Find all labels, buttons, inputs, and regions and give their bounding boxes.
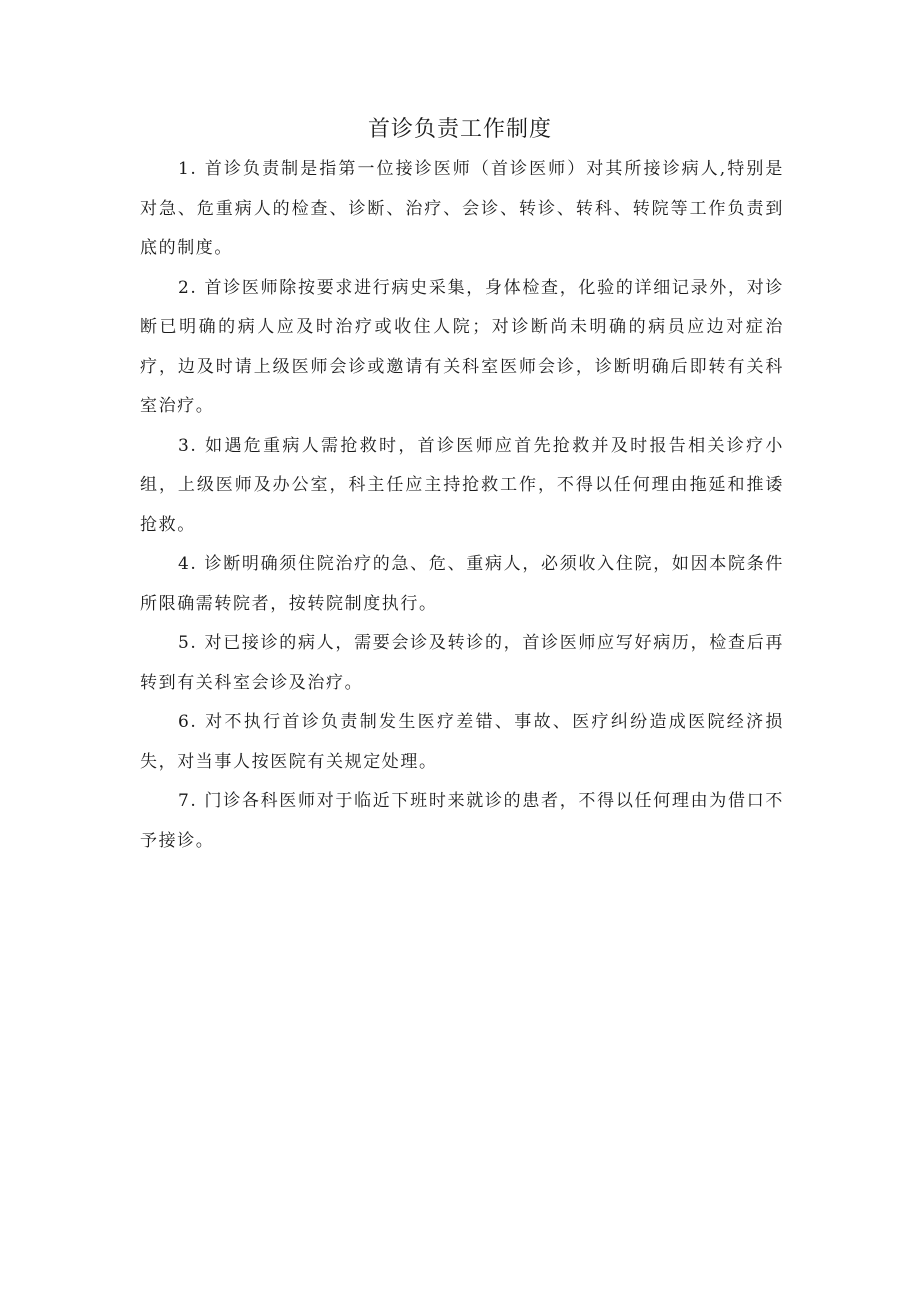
document-title: 首诊负责工作制度 bbox=[367, 117, 552, 142]
paragraph-7: 7. 门诊各科医师对于临近下班时来就诊的患者，不得以任何理由为借口不予接诊。 bbox=[140, 791, 784, 851]
paragraph-6: 6. 对不执行首诊负责制发生医疗差错、事故、医疗纠纷造成医院经济损失，对当事人按医院有关规定处理。 bbox=[140, 712, 784, 772]
paragraph-5: 5. 对已接诊的病人，需要会诊及转诊的，首诊医师应写好病历，检查后再转到有关科室会诊及治疗。 bbox=[140, 633, 784, 693]
paragraph-3: 3. 如遇危重病人需抢救时，首诊医师应首先抢救并及时报告相关诊疗小组，上级医师及办公室，科主任应主持抢救工作，不得以任何理由拖延和推诿抢救。 bbox=[140, 435, 784, 535]
paragraph-1: 1. 首诊负责制是指第一位接诊医师（首诊医师）对其所接诊病人,特别是对急、危重病人的检查、诊断、治疗、会诊、转诊、转科、转院等工作负责到底的制度。 bbox=[140, 159, 784, 258]
document-body bbox=[140, 150, 784, 861]
paragraph-4: 4. 诊断明确须住院治疗的急、危、重病人，必须收入住院，如因本院条件所限确需转院者，按转院制度执行。 bbox=[140, 554, 784, 614]
paragraph-2: 2. 首诊医师除按要求进行病史采集，身体检查，化验的详细记录外，对诊断已明确的病人应及时治疗或收住人院；对诊断尚未明确的病员应边对症治疗，边及时请上级医师会诊或邀请有关科室医师会诊，诊断明确后即转有关科室治疗。 bbox=[140, 277, 784, 416]
